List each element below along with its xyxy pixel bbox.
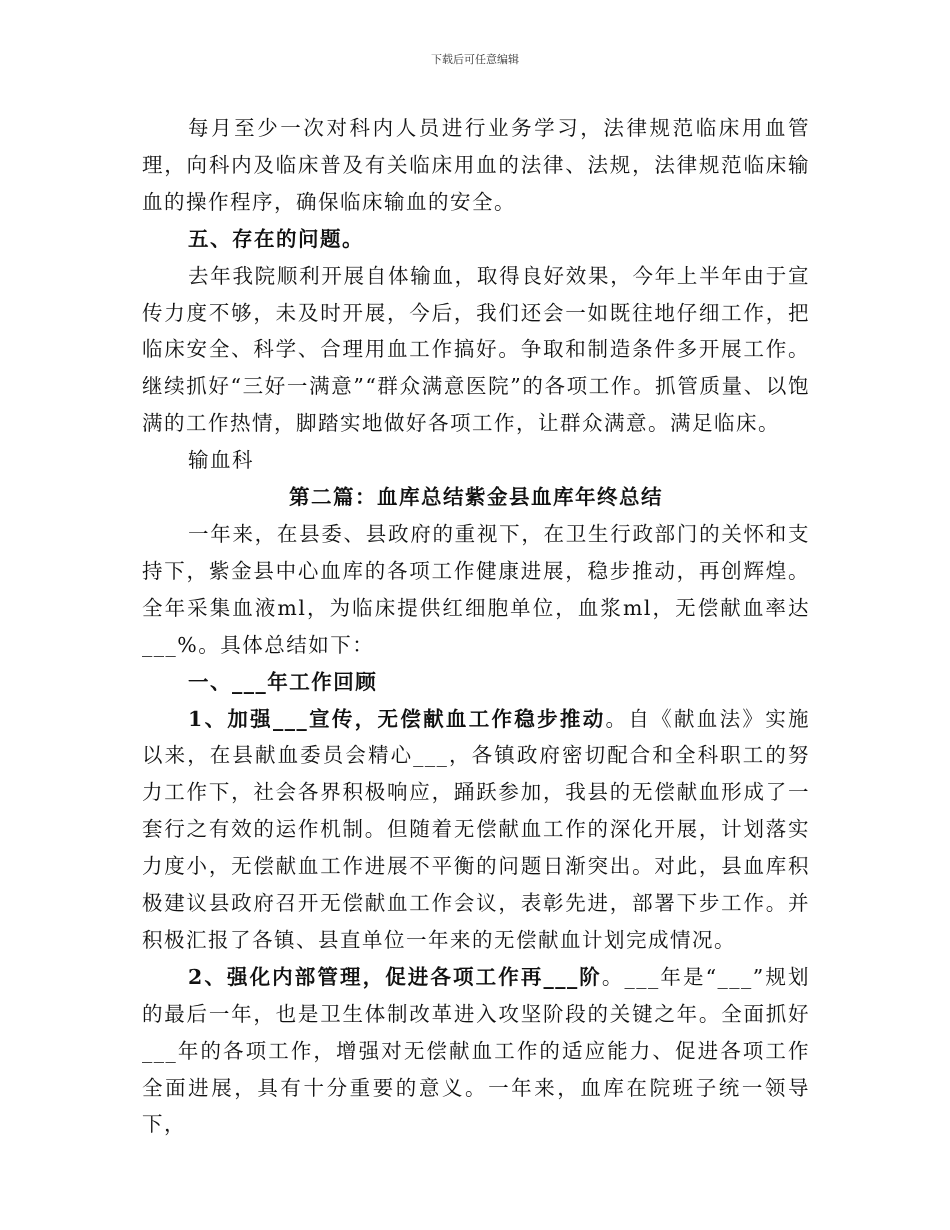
heading-review: 一、___年工作回顾 (188, 669, 378, 694)
paragraph-publicity-text: 。自《献血法》实施以来，在县献血委员会精心___，各镇政府密切配合和全科职工的努力工作下，社会各界积极响应，踊跃参加，我县的无偿献血形成了一套行之有效的运作机制。但随着无偿献血工作的深化开展，计划落实力度小，无偿献血工作进展不平衡的问题日渐突出。对此，县血库积极建议县政府召开无偿献血工作会议，表彰先进，部署下步工作。并积极汇报了各镇、县直单位一年来的无偿献血计划完成情况。 (142, 706, 811, 952)
heading-problems: 五、存在的问题。 (188, 226, 364, 251)
paragraph-management-text: 。___年是“___”规划的最后一年，也是卫生体制改革进入攻坚阶段的关键之年。全面抓好___年的各项工作，增强对无偿献血工作的适应能力、促进各项工作全面进展，具有十分重要的意义。一年来，血库在院班子统一领导下， (142, 964, 810, 1137)
signature-department: 输血科 (188, 448, 254, 473)
paragraph-publicity-lead: 1、加强___宣传，无偿献血工作稳步推动 (188, 706, 606, 731)
document-body (142, 110, 810, 1143)
paragraph-problems: 去年我院顺利开展自体输血，取得良好效果，今年上半年由于宣传力度不够，未及时开展，今后，我们还会一如既往地仔细工作，把临床安全、科学、合理用血工作搞好。争取和制造条件多开展工作。继续抓好“三好一满意”“群众满意医院”的各项工作。抓管质量、以饱满的工作热情，脚踏实地做好各项工作，让群众满意。满足临床。 (142, 263, 810, 436)
paragraph-publicity (142, 701, 810, 959)
page-header: 下载后可任意编辑 (431, 53, 519, 66)
paragraph-management-lead: 2、强化内部管理，促进各项工作再___阶 (188, 964, 602, 989)
paragraph-management (142, 959, 810, 1144)
paragraph-study: 每月至少一次对科内人员进行业务学习，法律规范临床用血管理，向科内及临床普及有关临床用血的法律、法规，法律规范临床输血的操作程序，确保临床输血的安全。 (142, 116, 810, 214)
chapter-title: 第二篇：血库总结紫金县血库年终总结 (289, 485, 663, 510)
paragraph-intro: 一年来，在县委、县政府的重视下，在卫生行政部门的关怀和支持下，紫金县中心血库的各项工作健康进展，稳步推动，再创辉煌。全年采集血液ml，为临床提供红细胞单位，血浆ml，无偿献血率达___%。具体总结如下： (142, 521, 810, 657)
